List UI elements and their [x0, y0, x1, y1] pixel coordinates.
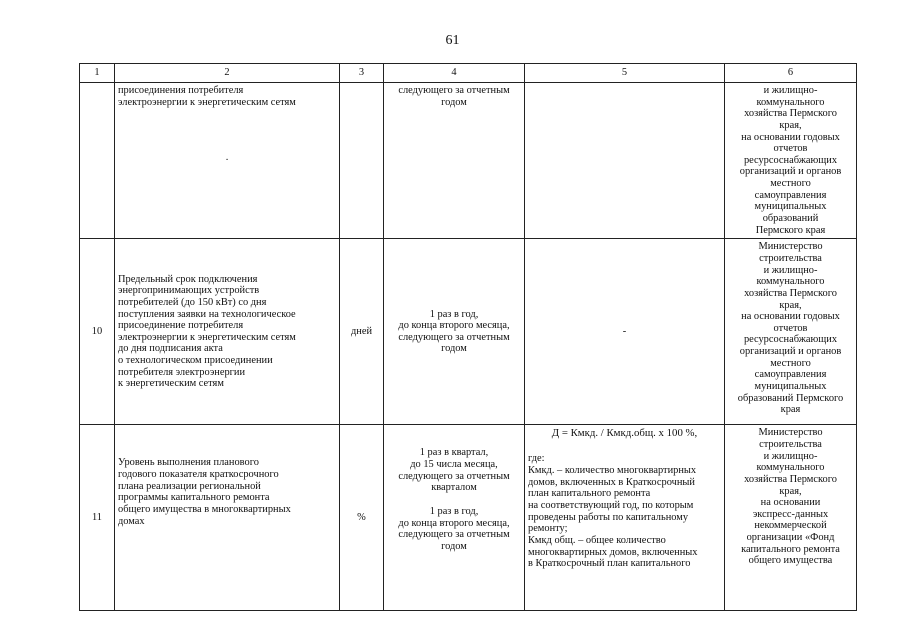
- header-cell: 4: [384, 64, 525, 83]
- header-cell: 2: [115, 64, 340, 83]
- periodicity-quarterly: 1 раз в квартал, до 15 числа месяца, следующего за отчетным кварталом: [398, 447, 510, 494]
- periodicity-cell: следующего за отчетным годом: [384, 83, 525, 239]
- header-cell: 6: [725, 64, 857, 83]
- row-number-cell: 11: [80, 425, 115, 611]
- header-cell: 1: [80, 64, 115, 83]
- method-cell: [525, 425, 725, 611]
- formula: Д = Кмкд. / Кмкд.общ. x 100 %,: [551, 427, 698, 440]
- indicator-text: присоединения потребителя электроэнергии к энергетическим сетям: [118, 85, 296, 108]
- periodicity-cell: [384, 425, 525, 611]
- stray-mark: .: [225, 152, 229, 164]
- periodicity-cell: 1 раз в год, до конца второго месяца, следующего за отчетным годом: [384, 239, 525, 425]
- row-number-cell: 10: [80, 239, 115, 425]
- unit-cell: %: [340, 425, 384, 611]
- table-row: [80, 239, 857, 425]
- header-cell: 3: [340, 64, 384, 83]
- table-row: [80, 425, 857, 611]
- formula-explanation: где: Кмкд. – количество многоквартирных домов, включенных в Краткосрочный план капитального ремонта на соответствующий год, по которым проведены работы по капитальному ремонту; Кмкд общ. – общее количество многоквартирных домов, включенных в Краткосрочный план капитального: [528, 453, 698, 570]
- unit-cell: [340, 83, 384, 239]
- indicator-cell: [115, 83, 340, 239]
- responsible-cell: и жилищно- коммунального хозяйства Пермского края, на основании годовых отчетов ресурсоснабжающих организаций и органов местного самоуправления муниципальных образований Пермского края: [725, 83, 857, 239]
- indicator-cell: Уровень выполнения планового годового показателя краткосрочного плана реализации региональной программы капитального ремонта общего имущества в многоквартирных домах: [115, 425, 340, 611]
- periodicity-annual: 1 раз в год, до конца второго месяца, следующего за отчетным годом: [398, 505, 510, 552]
- responsible-cell: Министерство строительства и жилищно- коммунального хозяйства Пермского края, на основании экспресс-данных некоммерческой организации «Фонд капитального ремонта общего имущества: [725, 425, 857, 611]
- indicator-cell: Предельный срок подключения энергопринимающих устройств потребителей (до 150 кВт) со дня поступления заявки на технологическое присоединение потребителя электроэнергии к энергетическим сетям до дня подписания акта о технологическом присоединении потребителя электроэнергии к энергетическим сетям: [115, 239, 340, 425]
- unit-cell: дней: [340, 239, 384, 425]
- method-cell: -: [525, 239, 725, 425]
- indicators-table: [79, 63, 857, 611]
- table-row: [80, 83, 857, 239]
- method-cell: [525, 83, 725, 239]
- page-number: 61: [445, 33, 460, 48]
- row-number-cell: [80, 83, 115, 239]
- table-header-row: [80, 64, 857, 83]
- responsible-cell: Министерство строительства и жилищно- коммунального хозяйства Пермского края, на основании годовых отчетов ресурсоснабжающих организаций и органов местного самоуправления муниципальных образований Пермского края: [725, 239, 857, 425]
- header-cell: 5: [525, 64, 725, 83]
